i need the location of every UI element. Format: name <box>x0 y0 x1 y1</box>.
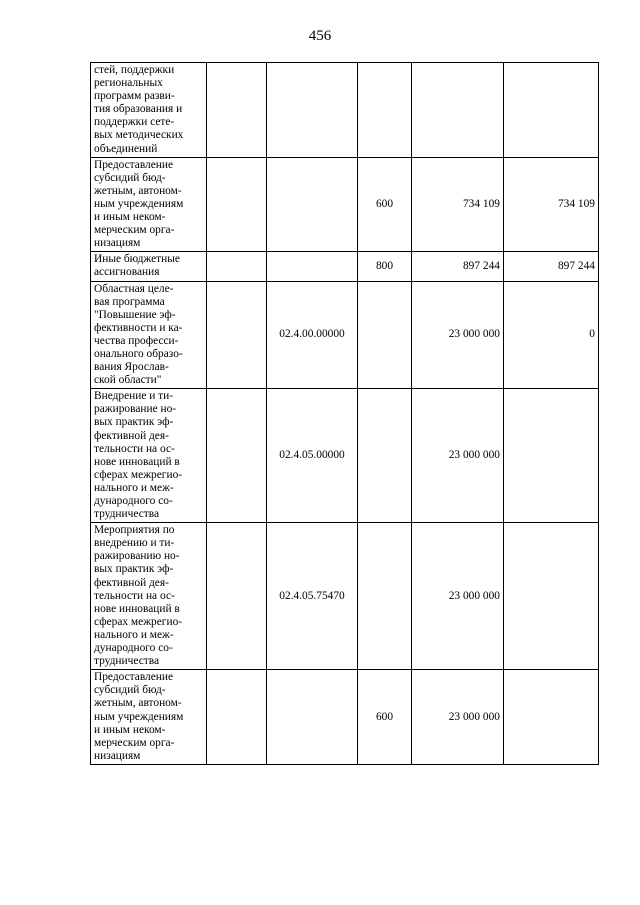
item-name-line: ным учреждениям <box>94 197 184 210</box>
item-name-line: тия образования и <box>94 103 183 116</box>
item-name-line: ассигнования <box>94 266 160 279</box>
blank-cell <box>207 63 267 158</box>
expense-type-cell <box>358 63 412 158</box>
item-name-line: дународного со- <box>94 495 173 507</box>
amount-2-cell <box>504 523 599 670</box>
item-name-line: стей, поддержки <box>94 64 175 76</box>
item-name-line: тельности на ос- <box>94 589 175 602</box>
item-name-line: объединений <box>94 142 158 155</box>
item-name-cell <box>91 157 207 252</box>
item-name-cell <box>91 523 207 670</box>
item-name-line: мерческим орга- <box>94 736 175 749</box>
table-row <box>91 281 599 389</box>
item-name-line: Областная целе- <box>94 282 174 295</box>
amount-2-cell: 897 244 <box>504 252 599 281</box>
item-name-cell <box>91 252 207 281</box>
budget-table-body <box>91 63 599 765</box>
item-name-line: фективности и ка- <box>94 321 183 334</box>
table-row <box>91 523 599 670</box>
target-code-cell <box>267 670 358 765</box>
item-name-line: Предоставление <box>94 158 174 171</box>
item-name-line: вания Ярослав- <box>94 361 169 374</box>
table-row <box>91 252 599 281</box>
amount-2-cell: 0 <box>504 281 599 389</box>
expense-type-cell <box>358 523 412 670</box>
item-name-line: региональных <box>94 77 163 90</box>
item-name-line: Внедрение и ти- <box>94 390 174 403</box>
budget-table <box>90 62 599 765</box>
item-name-line: "Повышение эф- <box>94 308 176 321</box>
item-name-line: нове инноваций в <box>94 455 180 468</box>
item-name-line: ской области" <box>94 374 162 387</box>
item-name-line: дународного со- <box>94 642 173 655</box>
page-number: 456 <box>308 28 332 44</box>
amount-1-cell: 897 244 <box>412 252 504 281</box>
item-name-line: вая программа <box>94 295 165 308</box>
table-row <box>91 670 599 765</box>
item-name-line: вых методических <box>94 129 184 142</box>
item-name-cell <box>91 63 207 158</box>
expense-type-cell <box>358 281 412 389</box>
item-name-line: вых практик эф- <box>94 563 174 576</box>
item-name-line: субсидий бюд- <box>94 171 166 184</box>
expense-type-cell: 600 <box>358 670 412 765</box>
blank-cell <box>207 523 267 670</box>
target-code-cell <box>267 252 358 281</box>
item-name-line: внедрению и ти- <box>94 537 175 550</box>
amount-2-cell <box>504 389 599 523</box>
blank-cell <box>207 157 267 252</box>
table-row <box>91 157 599 252</box>
item-name-cell <box>91 389 207 523</box>
item-name-line: Мероприятия по <box>94 524 175 537</box>
item-name-line: Предоставление <box>94 671 174 684</box>
item-name-line: мерческим орга- <box>94 224 175 237</box>
target-code-cell: 02.4.05.00000 <box>267 389 358 523</box>
item-name-line: ражированию но- <box>94 550 180 563</box>
item-name-line: программ разви- <box>94 90 175 103</box>
item-name-line: нального и меж- <box>94 481 174 494</box>
item-name-line: Иные бюджетные <box>94 253 180 266</box>
item-name-line: нове инноваций в <box>94 602 180 615</box>
item-name-line: жетным, автоном- <box>94 697 182 710</box>
amount-1-cell <box>412 63 504 158</box>
item-name-line: фективной дея- <box>94 429 169 442</box>
amount-1-cell: 23 000 000 <box>412 670 504 765</box>
expense-type-cell: 800 <box>358 252 412 281</box>
item-name-cell <box>91 281 207 389</box>
item-name-line: ражирование но- <box>94 403 177 416</box>
item-name-line: сферах межрегио- <box>94 615 183 628</box>
amount-2-cell: 734 109 <box>504 157 599 252</box>
item-name-line: и иным неком- <box>94 723 166 736</box>
target-code-cell <box>267 157 358 252</box>
table-row <box>91 389 599 523</box>
amount-1-cell: 734 109 <box>412 157 504 252</box>
item-name-line: и иным неком- <box>94 211 166 224</box>
item-name-line: нального и меж- <box>94 628 174 641</box>
item-name-line: трудничества <box>94 508 160 521</box>
amount-2-cell <box>504 63 599 158</box>
amount-2-cell <box>504 670 599 765</box>
item-name-line: поддержки сете- <box>94 116 175 129</box>
item-name-line: жетным, автоном- <box>94 184 182 197</box>
item-name-line: сферах межрегио- <box>94 468 183 481</box>
amount-1-cell: 23 000 000 <box>412 523 504 670</box>
blank-cell <box>207 670 267 765</box>
target-code-cell: 02.4.00.00000 <box>267 281 358 389</box>
item-name-cell <box>91 670 207 765</box>
item-name-line: фективной дея- <box>94 576 169 589</box>
table-row <box>91 63 599 158</box>
expense-type-cell: 600 <box>358 157 412 252</box>
item-name-line: ным учреждениям <box>94 710 184 723</box>
blank-cell <box>207 389 267 523</box>
blank-cell <box>207 281 267 389</box>
item-name-line: низациям <box>94 749 141 762</box>
blank-cell <box>207 252 267 281</box>
target-code-cell <box>267 63 358 158</box>
amount-1-cell: 23 000 000 <box>412 281 504 389</box>
item-name-line: трудничества <box>94 655 160 668</box>
item-name-line: вых практик эф- <box>94 416 174 429</box>
target-code-cell: 02.4.05.75470 <box>267 523 358 670</box>
item-name-line: онального образо- <box>94 347 183 360</box>
amount-1-cell: 23 000 000 <box>412 389 504 523</box>
item-name-line: тельности на ос- <box>94 442 175 455</box>
expense-type-cell <box>358 389 412 523</box>
item-name-line: субсидий бюд- <box>94 684 166 697</box>
item-name-line: низациям <box>94 237 141 250</box>
item-name-line: чества професси- <box>94 334 179 347</box>
